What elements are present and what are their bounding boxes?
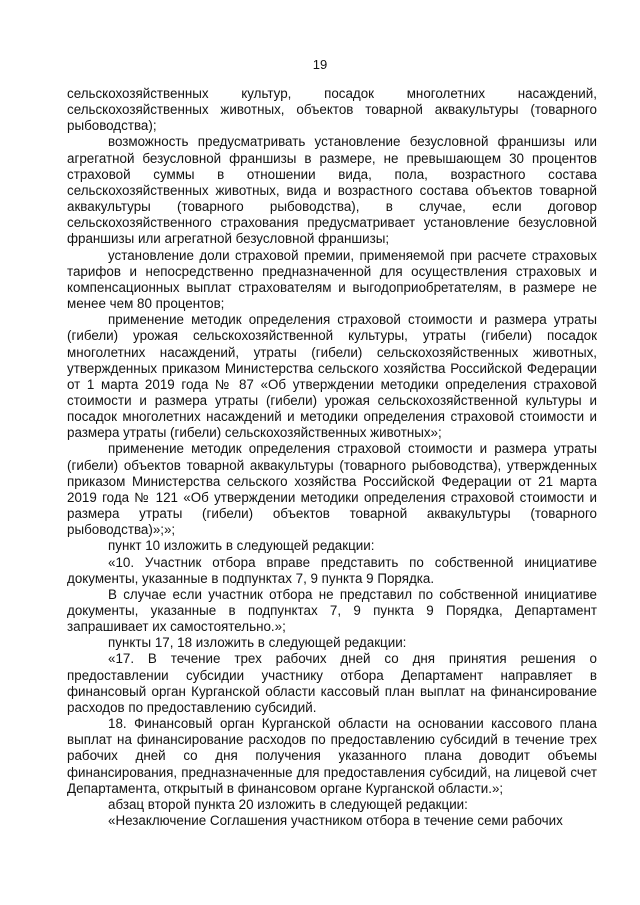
paragraph: «10. Участник отбора вправе представить по собственной инициативе документы, указанные в подпунктах 7, 9 пункта 9 Порядка.: [67, 554, 597, 586]
paragraph: 18. Финансовый орган Курганской области на основании кассового плана выплат на финансирование расходов по предоставлению субсидий в течение трех рабочих дней со дня получения указанного плана доводит объемы финансирования, предназначенные для предоставления субсидий, на лицевой счет Департамента, открытый в финансовом органе Курганской области.»;: [67, 716, 597, 796]
paragraph: «17. В течение трех рабочих дней со дня принятия решения о предоставлении субсидии участнику отбора Департамент направляет в финансовый орган Курганской области кассовый план выплат на финансирование расходов по предоставлению субсидий.: [67, 651, 597, 715]
paragraph: «Незаключение Соглашения участником отбора в течение семи рабочих: [108, 813, 563, 829]
paragraph: применение методик определения страховой стоимости и размера утраты (гибели) урожая сельскохозяйственной культуры, утраты (гибели) посадок многолетних насаждений, утраты (гибели) сельскохозяйственных животных, утвержденных приказом Министерства сельского хозяйства Российской Федерации от 1 марта 2019 года № 87 «Об утверждении методики определения страховой стоимости и размера утраты (гибели) урожая сельскохозяйственной культуры и посадок многолетних насаждений и методики определения страховой стоимости и размера утраты (гибели) сельскохозяйственных животных»;: [67, 312, 597, 441]
paragraph: абзац второй пункта 20 изложить в следующей редакции:: [108, 796, 468, 812]
document-body: [67, 86, 597, 829]
paragraph: сельскохозяйственных культур, посадок многолетних насаждений, сельскохозяйственных животных, объектов товарной аквакультуры (товарного рыбоводства);: [67, 86, 597, 134]
paragraph: пункты 17, 18 изложить в следующей редакции:: [108, 635, 407, 651]
paragraph: установление доли страховой премии, применяемой при расчете страховых тарифов и непосредственно предназначенной для осуществления страховых и компенсационных выплат страхователям и выгодоприобретателям, в размере не менее чем 80 процентов;: [67, 247, 597, 312]
paragraph: возможность предусматривать установление безусловной франшизы или агрегатной безусловной франшизы в размере, не превышающем 30 процентов страховой суммы в отношении вида, пола, возрастного состава сельскохозяйственных животных, вида и возрастного состава объектов товарной аквакультуры (товарного рыбоводства), в случае, если договор сельскохозяйственного страхования предусматривает установление безусловной франшизы или агрегатной безусловной франшизы;: [67, 134, 597, 247]
page-number: 19: [312, 57, 328, 72]
paragraph: В случае если участник отбора не представил по собственной инициативе документы, указанные в подпунктах 7, 9 пункта 9 Порядка, Департамент запрашивает их самостоятельно.»;: [67, 586, 597, 635]
paragraph: применение методик определения страховой стоимости и размера утраты (гибели) объектов товарной аквакультуры (товарного рыбоводства), утвержденных приказом Министерства сельского хозяйства Российской Федерации от 21 марта 2019 года № 121 «Об утверждении методики определения страховой стоимости и размера утраты (гибели) объектов товарной аквакультуры (товарного рыбоводства)»;»;: [67, 441, 597, 538]
paragraph: пункт 10 изложить в следующей редакции:: [108, 538, 375, 554]
